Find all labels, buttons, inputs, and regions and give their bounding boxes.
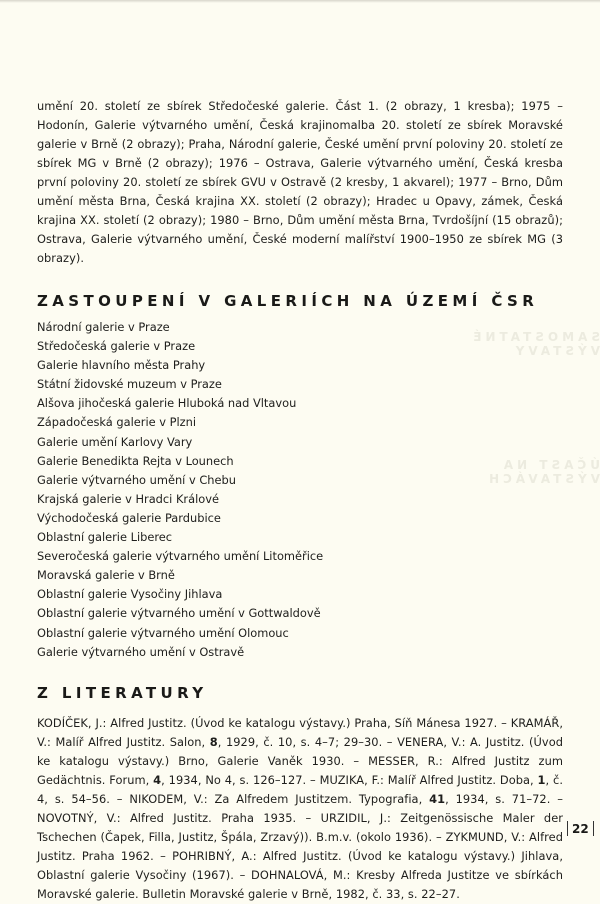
collection-item: Východočeská galerie Pardubice xyxy=(37,510,221,525)
collection-item: Středočeská galerie v Praze xyxy=(37,339,196,354)
literature-paragraph xyxy=(37,714,563,904)
volume-number: 8 xyxy=(209,734,218,749)
reference-text: , 1934, s. 71–72. – NOVOTNÝ, V.: Alfred Justitz. Praha 1935. – URZIDIL, J.: Zeitgenössische Maler der Tschechen (Čapek, Filla, Justitz, Špála, Zrzavý)). B.m.v. (okolo 1936). – ZYKMUND, V.: Alfred Justitz. Praha 1962. – POHRIBNÝ, A.: Alfred Justitz. (Úvod ke katalogu výstavy.) Jihlava, Oblastní galerie Vysočiny (1967). – DOHNALOVÁ, M.: Kresby Alfreda Justitze ve sbírkách Moravské galerie. Bulletin Moravské galerie v Brně, 1982, č. 33, s. 22–27. xyxy=(37,791,563,901)
document-page xyxy=(37,97,563,904)
collection-item: Galerie Benedikta Rejta v Lounech xyxy=(37,453,234,468)
collection-item: Státní židovské muzeum v Praze xyxy=(37,377,222,392)
reference-text: , 1934, No 4, s. 126–127. – MUZIKA, F.: Malíř Alfred Justitz. Doba, xyxy=(161,772,538,787)
bleed-through-heading: ÚČAST NA VÝSTAVÁCH xyxy=(485,458,600,486)
volume-number: 41 xyxy=(429,791,446,806)
page-number-left-rule xyxy=(567,821,568,836)
page-number xyxy=(567,821,594,836)
bleed-through-heading: SAMOSTATNÉ VÝSTAVY xyxy=(469,330,600,358)
collection-item: Galerie umění Karlovy Vary xyxy=(37,434,193,449)
volume-number: 1 xyxy=(537,772,546,787)
page-number-right-rule xyxy=(593,821,594,836)
volume-number: 4 xyxy=(153,772,162,787)
collections-list xyxy=(37,318,563,662)
collection-item: Galerie výtvarného umění v Chebu xyxy=(37,472,236,487)
collection-item: Západočeská galerie v Plzni xyxy=(37,415,197,430)
collection-item: Krajská galerie v Hradci Králové xyxy=(37,491,219,506)
collection-item: Národní galerie v Praze xyxy=(37,320,170,334)
exhibitions-continued-paragraph: umění 20. století ze sbírek Středočeské galerie. Část 1. (2 obrazy, 1 kresba); 1975 – Hodonín, Galerie výtvarného umění, Česká krajinomalba 20. století ze sbírek Moravské galerie v Brně (2 obrazy); Praha, Národní galerie, České umění první poloviny 20. století ze sbírek MG v Brně (2 obrazy); 1976 – Ostrava, Galerie výtvarného umění, Česká kresba první poloviny 20. století ze sbírek GVU v Ostravě (2 kresby, 1 akvarel); 1977 – Brno, Dům umění města Brna, Česká krajina XX. století (2 obrazy); Hradec u Opavy, zámek, Česká krajina XX. století (2 obrazy); 1980 – Brno, Dům umění města Brna, Tvrdošíjní (15 obrazů); Ostrava, Galerie výtvarného umění, České moderní malířství 1900–1950 ze sbírek MG (3 obrazy). xyxy=(37,99,563,265)
literature-heading: Z LITERATURY xyxy=(37,683,208,702)
collection-item: Oblastní galerie výtvarného umění Olomouc xyxy=(37,625,289,640)
collection-item: Galerie výtvarného umění v Ostravě xyxy=(37,644,245,659)
collection-item: Severočeská galerie výtvarného umění Litoměřice xyxy=(37,549,324,564)
collection-item: Moravská galerie v Brně xyxy=(37,568,175,583)
collection-item: Oblastní galerie Vysočiny Jihlava xyxy=(37,587,223,602)
collection-item: Alšova jihočeská galerie Hluboká nad Vltavou xyxy=(37,396,297,411)
collection-item: Oblastní galerie Liberec xyxy=(37,530,173,545)
page-number-value: 22 xyxy=(572,821,589,836)
collection-item: Oblastní galerie výtvarného umění v Gottwaldově xyxy=(37,606,321,621)
scan-top-edge xyxy=(0,0,600,3)
collection-item: Galerie hlavního města Prahy xyxy=(37,358,206,373)
reference-text: , 1929, č. 10, s. 4–7; 29–30. – VENERA, V.: A. Justitz. (Úvod ke katalogu výstavy.) Brno, Galerie Vaněk 1930. – MESSER, R.: Alfred Justitz zum Gedächtnis. Forum, xyxy=(37,734,563,787)
reference-text: KODÍČEK, J.: Alfred Justitz. (Úvod ke katalogu výstavy.) Praha, Síň Mánesa 1927. – KRAMÁŘ, V.: Malíř Alfred Justitz. Salon, xyxy=(37,715,563,749)
collections-heading: ZASTOUPENÍ V GALERIÍCH NA ÚZEMÍ ČSR xyxy=(37,292,539,310)
reference-text: , č. 4, s. 54–56. – NIKODEM, V.: Za Alfredem Justitzem. Typografia, xyxy=(37,772,563,806)
